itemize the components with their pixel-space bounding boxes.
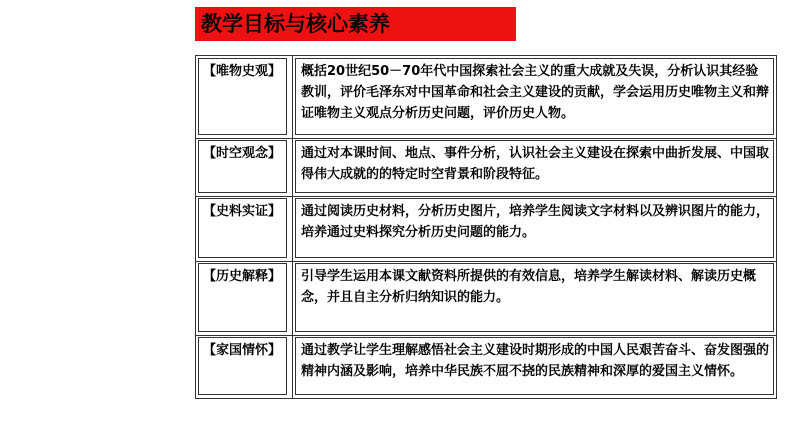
row-content-cell	[293, 196, 776, 261]
table-row-evidence	[196, 196, 776, 261]
row-label: 【历史解释】	[198, 263, 287, 332]
table-row-interpretation	[196, 261, 776, 335]
row-label: 【唯物史观】	[198, 58, 287, 135]
row-label-cell	[196, 196, 293, 261]
table-row-patriotism	[196, 335, 776, 398]
row-label: 【时空观念】	[198, 140, 287, 193]
row-label: 【史料实证】	[198, 198, 287, 258]
row-content-cell	[293, 138, 776, 196]
row-content: 通过对本课时间、地点、事件分析，认识社会主义建设在探索中曲折发展、中国取得伟大成就的的特定时空背景和阶段特征。	[295, 140, 774, 193]
row-label: 【家国情怀】	[198, 337, 287, 395]
page-title: 教学目标与核心素养	[195, 7, 516, 41]
table-row-space-time	[196, 138, 776, 196]
row-content-cell	[293, 335, 776, 398]
row-label-cell	[196, 261, 293, 335]
row-label-cell	[196, 56, 293, 138]
row-label-cell	[196, 335, 293, 398]
row-content: 概括20世纪50－70年代中国探索社会主义的重大成就及失误，分析认识其经验教训，评价毛泽东对中国革命和社会主义建设的贡献，学会运用历史唯物主义和辩证唯物主义观点分析历史问题，评价历史人物。	[295, 58, 774, 135]
table-row-materialism	[196, 56, 776, 138]
row-content: 通过阅读历史材料，分析历史图片，培养学生阅读文字材料以及辨识图片的能力，培养通过史料探究分析历史问题的能力。	[295, 198, 774, 258]
row-content-cell	[293, 261, 776, 335]
objectives-table	[195, 55, 777, 399]
row-content-cell	[293, 56, 776, 138]
row-content: 通过教学让学生理解感悟社会主义建设时期形成的中国人民艰苦奋斗、奋发图强的精神内涵及影响，培养中华民族不屈不挠的民族精神和深厚的爱国主义情怀。	[295, 337, 774, 395]
row-label-cell	[196, 138, 293, 196]
row-content: 引导学生运用本课文献资料所提供的有效信息，培养学生解读材料、解读历史概念，并且自主分析归纳知识的能力。	[295, 263, 774, 332]
